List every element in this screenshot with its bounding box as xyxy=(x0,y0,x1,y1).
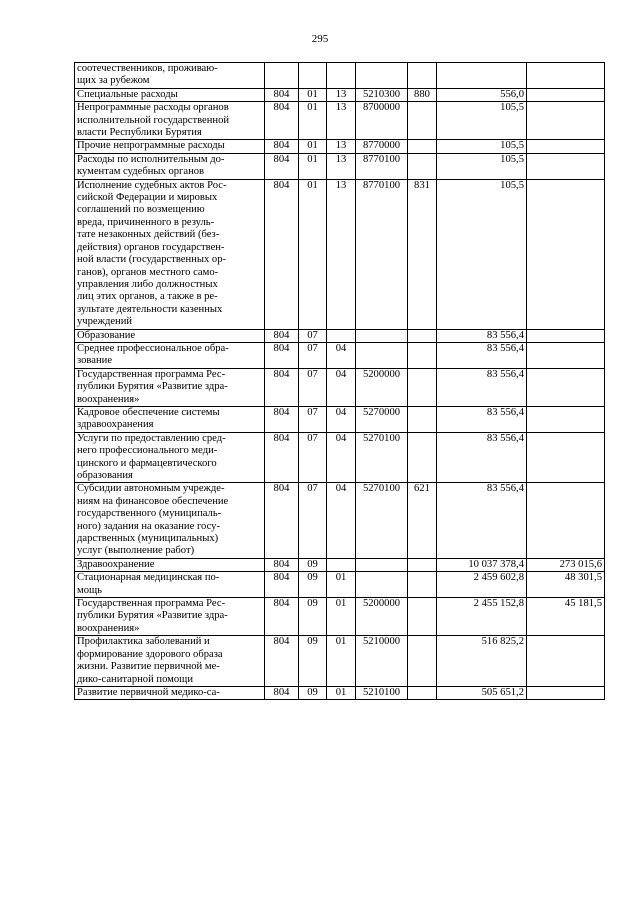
ministry-code: 804 xyxy=(265,558,299,571)
row-name-line: ганов), органов местного само- xyxy=(77,266,219,278)
table-row xyxy=(75,179,605,329)
target-article-code: 5210100 xyxy=(356,686,408,699)
row-name-line: ниям на финансовое обеспечение xyxy=(77,495,229,507)
amount-2 xyxy=(527,342,605,368)
row-name-line: щих за рубежом xyxy=(77,75,150,87)
expense-type-code xyxy=(408,102,437,140)
section-code: 07 xyxy=(299,406,327,432)
target-article-code: 5270100 xyxy=(356,432,408,483)
budget-table xyxy=(74,62,605,700)
subsection-code: 01 xyxy=(327,686,356,699)
amount-2 xyxy=(527,153,605,179)
amount-1: 83 556,4 xyxy=(437,406,527,432)
row-name-line: кументам судебных органов xyxy=(77,166,205,178)
ministry-code: 804 xyxy=(265,88,299,101)
amount-2 xyxy=(527,63,605,89)
expense-type-code: 621 xyxy=(408,483,437,558)
row-name-line: соотечественников, проживаю- xyxy=(77,63,218,74)
section-code xyxy=(299,63,327,89)
table-row xyxy=(75,342,605,368)
row-name-line: вреда, причиненного в резуль- xyxy=(77,216,215,228)
subsection-code: 01 xyxy=(327,572,356,598)
row-name xyxy=(75,636,265,687)
subsection-code: 04 xyxy=(327,368,356,406)
row-name-line: услуг (выполнение работ) xyxy=(77,545,195,557)
table-row xyxy=(75,102,605,140)
amount-2 xyxy=(527,329,605,342)
row-name-line: здравоохранения xyxy=(77,419,154,431)
target-article-code xyxy=(356,342,408,368)
amount-1: 83 556,4 xyxy=(437,342,527,368)
amount-2: 273 015,6 xyxy=(527,558,605,571)
expense-type-code: 880 xyxy=(408,88,437,101)
amount-1: 105,5 xyxy=(437,153,527,179)
expense-type-code xyxy=(408,329,437,342)
table-row xyxy=(75,153,605,179)
subsection-code: 13 xyxy=(327,88,356,101)
amount-1: 505 651,2 xyxy=(437,686,527,699)
subsection-code: 04 xyxy=(327,483,356,558)
row-name xyxy=(75,598,265,636)
row-name-line: учреждений xyxy=(77,316,133,328)
row-name xyxy=(75,686,265,699)
amount-2 xyxy=(527,179,605,329)
subsection-code: 01 xyxy=(327,636,356,687)
amount-2 xyxy=(527,102,605,140)
row-name-line: Кадровое обеспечение системы xyxy=(77,406,220,418)
row-name-line: Услуги по предоставлению сред- xyxy=(77,432,226,444)
ministry-code: 804 xyxy=(265,368,299,406)
subsection-code: 13 xyxy=(327,153,356,179)
row-name-line: Государственная программа Рес- xyxy=(77,368,226,380)
amount-2 xyxy=(527,368,605,406)
row-name xyxy=(75,432,265,483)
section-code: 09 xyxy=(299,598,327,636)
ministry-code: 804 xyxy=(265,636,299,687)
section-code: 01 xyxy=(299,102,327,140)
row-name-line: формирование здорового образа xyxy=(77,648,223,660)
section-code: 09 xyxy=(299,558,327,571)
target-article-code xyxy=(356,558,408,571)
ministry-code: 804 xyxy=(265,572,299,598)
amount-2 xyxy=(527,88,605,101)
ministry-code: 804 xyxy=(265,598,299,636)
ministry-code: 804 xyxy=(265,179,299,329)
ministry-code: 804 xyxy=(265,329,299,342)
table-row xyxy=(75,558,605,571)
amount-1: 2 455 152,8 xyxy=(437,598,527,636)
section-code: 01 xyxy=(299,179,327,329)
row-name xyxy=(75,558,265,571)
subsection-code xyxy=(327,558,356,571)
section-code: 07 xyxy=(299,329,327,342)
section-code: 01 xyxy=(299,153,327,179)
row-name xyxy=(75,179,265,329)
amount-1: 10 037 378,4 xyxy=(437,558,527,571)
amount-2 xyxy=(527,636,605,687)
subsection-code: 04 xyxy=(327,432,356,483)
row-name-line: Субсидии автономным учрежде- xyxy=(77,483,225,495)
expense-type-code xyxy=(408,686,437,699)
subsection-code: 13 xyxy=(327,179,356,329)
expense-type-code xyxy=(408,598,437,636)
row-name-line: исполнительной государственной xyxy=(77,114,230,126)
row-name-line: цинского и фармацевтического xyxy=(77,457,217,469)
ministry-code xyxy=(265,63,299,89)
ministry-code: 804 xyxy=(265,153,299,179)
row-name xyxy=(75,342,265,368)
row-name-line: мощь xyxy=(77,584,102,596)
row-name-line: Прочие непрограммные расходы xyxy=(77,140,225,152)
target-article-code: 5200000 xyxy=(356,368,408,406)
row-name-line: дико-санитарной помощи xyxy=(77,673,193,685)
amount-1 xyxy=(437,63,527,89)
section-code: 07 xyxy=(299,483,327,558)
row-name xyxy=(75,483,265,558)
target-article-code xyxy=(356,329,408,342)
amount-2: 45 181,5 xyxy=(527,598,605,636)
expense-type-code: 831 xyxy=(408,179,437,329)
amount-1: 105,5 xyxy=(437,140,527,153)
target-article-code xyxy=(356,572,408,598)
amount-2: 48 301,5 xyxy=(527,572,605,598)
row-name-line: Здравоохранение xyxy=(77,558,155,570)
expense-type-code xyxy=(408,432,437,483)
section-code: 01 xyxy=(299,88,327,101)
target-article-code: 8770100 xyxy=(356,153,408,179)
section-code: 09 xyxy=(299,686,327,699)
amount-2 xyxy=(527,432,605,483)
amount-1: 83 556,4 xyxy=(437,368,527,406)
row-name-line: дарственных (муниципальных) xyxy=(77,533,219,545)
row-name xyxy=(75,140,265,153)
subsection-code xyxy=(327,63,356,89)
row-name-line: Образование xyxy=(77,329,136,341)
table-row xyxy=(75,63,605,89)
row-name-line: жизни. Развитие первичной ме- xyxy=(77,661,220,673)
table-row xyxy=(75,636,605,687)
row-name-line: публики Бурятия «Развитие здра- xyxy=(77,610,228,622)
expense-type-code xyxy=(408,406,437,432)
row-name-line: тате незаконных действий (без- xyxy=(77,229,220,241)
expense-type-code xyxy=(408,636,437,687)
target-article-code: 5200000 xyxy=(356,598,408,636)
row-name xyxy=(75,368,265,406)
target-article-code: 5270100 xyxy=(356,483,408,558)
ministry-code: 804 xyxy=(265,483,299,558)
row-name-line: Специальные расходы xyxy=(77,88,178,100)
row-name xyxy=(75,329,265,342)
row-name xyxy=(75,88,265,101)
target-article-code: 5210300 xyxy=(356,88,408,101)
section-code: 09 xyxy=(299,572,327,598)
row-name-line: Непрограммные расходы органов xyxy=(77,102,229,114)
row-name-line: ной власти (государственных ор- xyxy=(77,254,227,266)
subsection-code xyxy=(327,329,356,342)
table-row xyxy=(75,598,605,636)
target-article-code: 5270000 xyxy=(356,406,408,432)
expense-type-code xyxy=(408,153,437,179)
row-name-line: государственного (муниципаль- xyxy=(77,508,222,520)
expense-type-code xyxy=(408,558,437,571)
row-name xyxy=(75,572,265,598)
section-code: 01 xyxy=(299,140,327,153)
table-row xyxy=(75,483,605,558)
row-name-line: образования xyxy=(77,470,133,481)
table-row xyxy=(75,432,605,483)
row-name-line: Стационарная медицинская по- xyxy=(77,572,220,584)
row-name-line: Развитие первичной медико-са- xyxy=(77,686,220,698)
section-code: 07 xyxy=(299,342,327,368)
row-name-line: власти Республики Бурятия xyxy=(77,127,202,139)
row-name-line: зультате деятельности казенных xyxy=(77,303,223,315)
target-article-code: 8700000 xyxy=(356,102,408,140)
section-code: 09 xyxy=(299,636,327,687)
row-name xyxy=(75,102,265,140)
row-name-line: воохранения» xyxy=(77,393,140,405)
amount-2 xyxy=(527,686,605,699)
row-name-line: Расходы по исполнительным до- xyxy=(77,153,225,165)
table-row xyxy=(75,686,605,699)
amount-1: 83 556,4 xyxy=(437,329,527,342)
expense-type-code xyxy=(408,342,437,368)
row-name-line: сийской Федерации и мировых xyxy=(77,192,218,204)
subsection-code: 01 xyxy=(327,598,356,636)
amount-2 xyxy=(527,406,605,432)
page-number: 295 xyxy=(311,33,329,45)
row-name-line: ного) задания на оказание госу- xyxy=(77,520,220,532)
target-article-code xyxy=(356,63,408,89)
subsection-code: 04 xyxy=(327,342,356,368)
table-row xyxy=(75,406,605,432)
target-article-code: 5210000 xyxy=(356,636,408,687)
expense-type-code xyxy=(408,140,437,153)
expense-type-code xyxy=(408,368,437,406)
row-name xyxy=(75,153,265,179)
row-name-line: Профилактика заболеваний и xyxy=(77,636,210,648)
ministry-code: 804 xyxy=(265,102,299,140)
target-article-code: 8770100 xyxy=(356,179,408,329)
row-name-line: публики Бурятия «Развитие здра- xyxy=(77,381,228,393)
row-name-line: Исполнение судебных актов Рос- xyxy=(77,179,227,191)
amount-1: 83 556,4 xyxy=(437,483,527,558)
ministry-code: 804 xyxy=(265,686,299,699)
row-name-line: Государственная программа Рес- xyxy=(77,598,226,610)
ministry-code: 804 xyxy=(265,140,299,153)
row-name-line: управления либо должностных xyxy=(77,278,218,290)
table-row xyxy=(75,368,605,406)
amount-1: 556,0 xyxy=(437,88,527,101)
row-name-line: соглашений по возмещению xyxy=(77,204,205,216)
target-article-code: 8770000 xyxy=(356,140,408,153)
amount-1: 83 556,4 xyxy=(437,432,527,483)
row-name-line: лиц этих органов, а также в ре- xyxy=(77,291,218,303)
amount-1: 516 825,2 xyxy=(437,636,527,687)
row-name-line: Среднее профессиональное обра- xyxy=(77,342,229,354)
table-row xyxy=(75,572,605,598)
expense-type-code xyxy=(408,572,437,598)
subsection-code: 13 xyxy=(327,140,356,153)
ministry-code: 804 xyxy=(265,342,299,368)
row-name-line: действия) органов государствен- xyxy=(77,241,225,253)
section-code: 07 xyxy=(299,368,327,406)
amount-2 xyxy=(527,483,605,558)
row-name xyxy=(75,63,265,89)
section-code: 07 xyxy=(299,432,327,483)
ministry-code: 804 xyxy=(265,432,299,483)
amount-2 xyxy=(527,140,605,153)
ministry-code: 804 xyxy=(265,406,299,432)
amount-1: 105,5 xyxy=(437,179,527,329)
table-row xyxy=(75,88,605,101)
subsection-code: 04 xyxy=(327,406,356,432)
budget-table-body xyxy=(75,63,605,700)
row-name-line: него профессионального меди- xyxy=(77,445,218,457)
table-row xyxy=(75,329,605,342)
amount-1: 105,5 xyxy=(437,102,527,140)
row-name-line: воохранения» xyxy=(77,622,140,634)
amount-1: 2 459 602,8 xyxy=(437,572,527,598)
row-name-line: зование xyxy=(77,355,113,367)
table-row xyxy=(75,140,605,153)
row-name xyxy=(75,406,265,432)
expense-type-code xyxy=(408,63,437,89)
subsection-code: 13 xyxy=(327,102,356,140)
